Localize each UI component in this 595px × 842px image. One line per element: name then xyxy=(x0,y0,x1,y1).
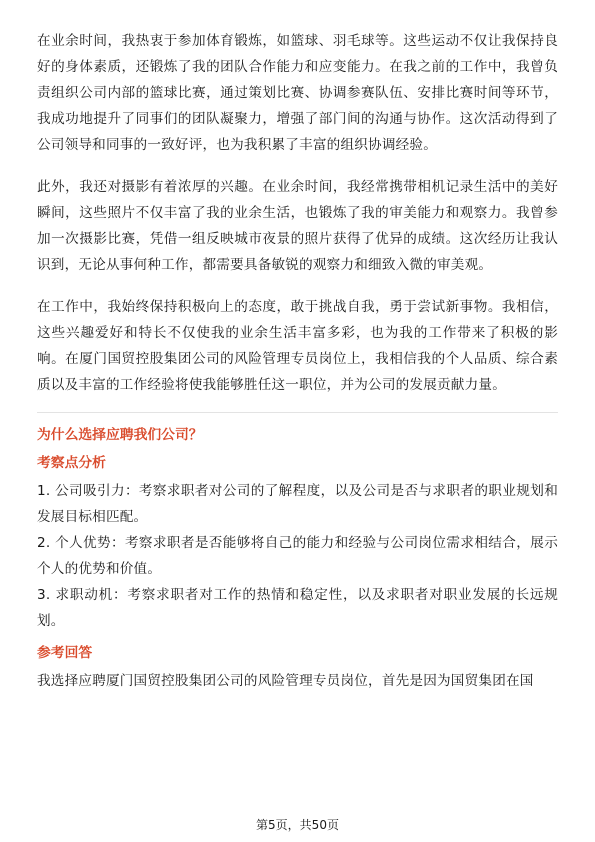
analysis-heading: 考察点分析 xyxy=(37,455,106,471)
paragraph-photography: 此外，我还对摄影有着浓厚的兴趣。在业余时间，我经常携带相机记录生活中的美好瞬间，这些照片不仅丰富了我的业余生活，也锻炼了我的审美能力和观察力。我曾参加一次摄影比赛，凭借一组反映城市夜景的照片获得了优异的成绩。这次经历让我认识到，无论从事何种工作，都需要具备敏锐的观察力和细致入微的审美观。 xyxy=(37,179,558,273)
page-content xyxy=(37,28,558,694)
analysis-point: 3. 求职动机：考察求职者对工作的热情和稳定性，以及求职者对职业发展的长远规划。 xyxy=(37,587,558,629)
answer-heading: 参考回答 xyxy=(37,645,93,661)
analysis-point: 2. 个人优势：考察求职者是否能够将自己的能力和经验与公司岗位需求相结合，展示个人的优势和价值。 xyxy=(37,535,558,577)
answer-text: 我选择应聘厦门国贸控股集团公司的风险管理专员岗位，首先是因为国贸集团在国 xyxy=(37,673,534,689)
paragraph-sports: 在业余时间，我热衷于参加体育锻炼，如篮球、羽毛球等。这些运动不仅让我保持良好的身体素质，还锻炼了我的团队合作能力和应变能力。在我之前的工作中，我曾负责组织公司内部的篮球比赛，通过策划比赛、协调参赛队伍、安排比赛时间等环节，我成功地提升了同事们的团队凝聚力，增强了部门间的沟通与协作。这次活动得到了公司领导和同事的一致好评，也为我积累了丰富的组织协调经验。 xyxy=(37,33,558,153)
paragraph-attitude: 在工作中，我始终保持积极向上的态度，敢于挑战自我，勇于尝试新事物。我相信，这些兴趣爱好和特长不仅使我的业余生活丰富多彩，也为我的工作带来了积极的影响。在厦门国贸控股集团公司的风险管理专员岗位上，我相信我的个人品质、综合素质以及丰富的工作经验将使我能够胜任这一职位，并为公司的发展贡献力量。 xyxy=(37,299,558,393)
section-divider xyxy=(37,412,558,413)
question-title: 为什么选择应聘我们公司？ xyxy=(37,427,203,443)
analysis-point: 1. 公司吸引力：考察求职者对公司的了解程度，以及公司是否与求职者的职业规划和发展目标相匹配。 xyxy=(37,483,558,525)
page-number: 第5页，共50页 xyxy=(256,818,339,832)
